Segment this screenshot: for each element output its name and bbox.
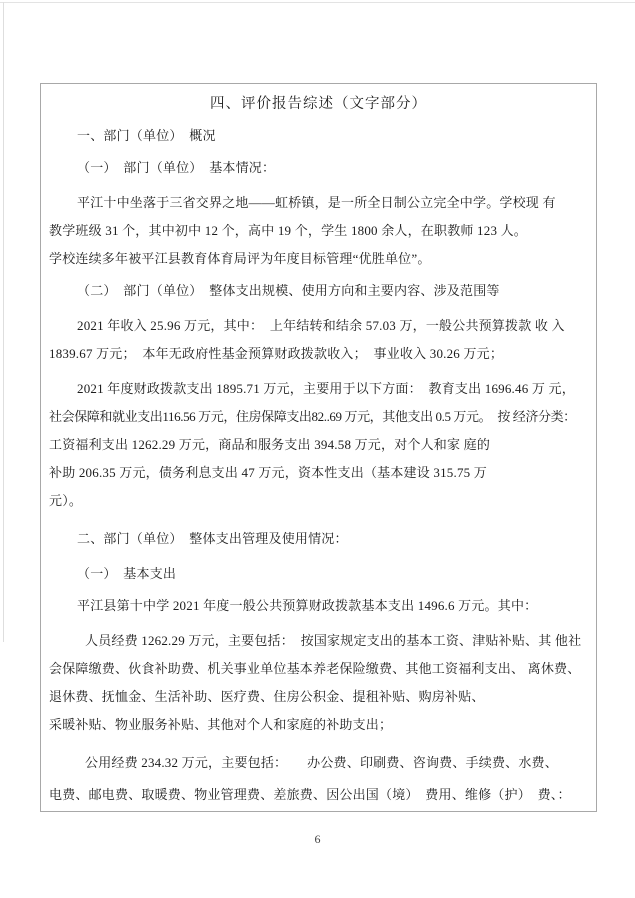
text-line: 平江县第十中学 2021 年度一般公共预算财政拨款基本支出 1496.6 万元。其中： xyxy=(77,598,538,613)
text-line: 元）。 xyxy=(49,493,83,508)
text-line: 人员经费 1262.29 万元，主要包括： 按国家规定支出的基本工资、津贴补贴、其 他社 xyxy=(85,633,582,648)
text-line: 社会保障和就业支出116.56 万元，住房保障支出82..69 万元，其他支出 0.5 万元。 按 经济分类： xyxy=(49,409,576,424)
page-edge-top xyxy=(0,2,635,3)
text-line: 教学班级 31 个，其中初中 12 个，高中 19 个，学生 1800 余人，在职教师 123 人。 xyxy=(49,223,528,238)
text-line: 平江十中坐落于三省交界之地——虹桥镇，是一所全日制公立完全中学。学校现 有 xyxy=(77,195,556,210)
text-line: 1839.67 万元； 本年无政府性基金预算财政拨款收入； 事业收入 30.26 万元； xyxy=(49,346,504,361)
text-line: 电费、邮电费、取暖费、物业管理费、差旅费、因公出国（境） 费用、维修（护） 费、： xyxy=(49,787,571,802)
text-line: 公用经费 234.32 万元，主要包括： 办公费、印刷费、咨询费、手续费、水费、 xyxy=(85,755,558,770)
text-line: 二、部门（单位） 整体支出管理及使用情况： xyxy=(77,531,348,546)
text-line: 一、部门（单位） 概况 xyxy=(77,128,216,143)
report-section-title: 四、评价报告综述（文字部分） xyxy=(210,96,427,112)
text-line: 2021 年度财政拨款支出 1895.71 万元，主要用于以下方面： 教育支出 1696.46 万 元， xyxy=(77,381,575,396)
page-number: 6 xyxy=(314,832,321,846)
text-line: 学校连续多年被平江县教育体育局评为年度目标管理“优胜单位”。 xyxy=(49,251,431,266)
text-line: （一） 部门（单位） 基本情况： xyxy=(77,160,276,175)
text-line: （一） 基本支出 xyxy=(77,566,177,581)
text-line: （二） 部门（单位） 整体支出规模、使用方向和主要内容、涉及范围等 xyxy=(77,283,500,298)
text-line: 采暖补贴、物业服务补贴、其他对个人和家庭的补助支出； xyxy=(49,717,393,732)
text-line: 工资福利支出 1262.29 万元，商品和服务支出 394.58 万元，对个人和家 庭的 xyxy=(49,437,491,452)
text-line: 补助 206.35 万元，债务利息支出 47 万元，资本性支出（基本建设 315.75 万 xyxy=(49,465,488,480)
text-line: 会保障缴费、伙食补助费、机关事业单位基本养老保险缴费、其他工资福利支出、 离休费、 xyxy=(49,661,581,676)
text-line: 退休费、抚恤金、生活补助、医疗费、住房公积金、提租补贴、购房补贴、 xyxy=(49,689,485,704)
text-line: 2021 年收入 25.96 万元，其中： 上年结转和结余 57.03 万，一般公共预算拨款 收 入 xyxy=(77,318,565,333)
page-edge-left xyxy=(3,2,4,642)
report-content-box xyxy=(40,83,597,812)
